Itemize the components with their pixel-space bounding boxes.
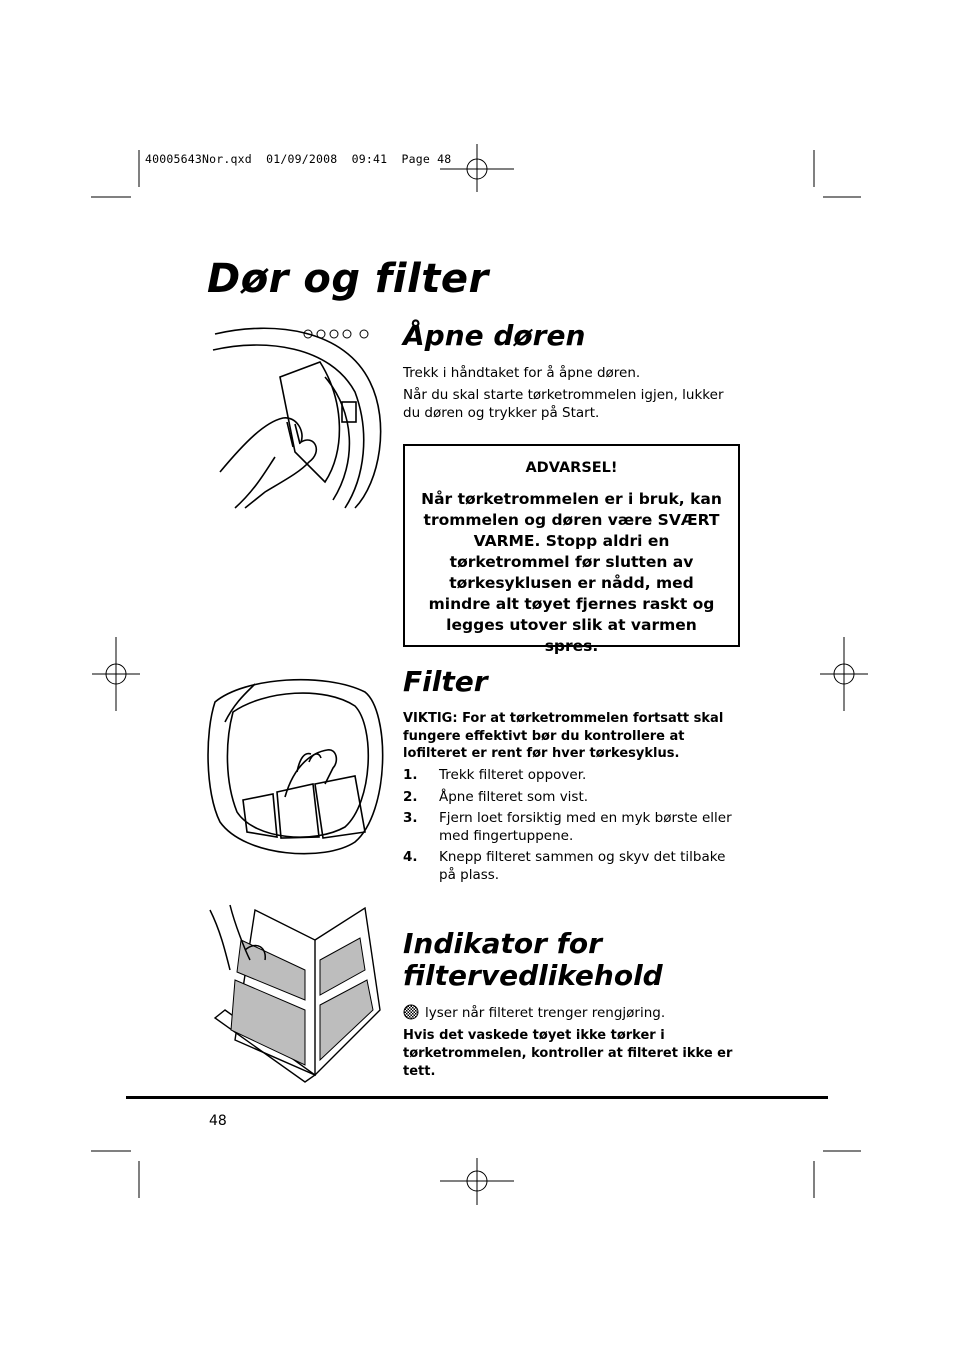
open-door-text-1: Trekk i håndtaket for å åpne døren. xyxy=(403,365,641,381)
step-number: 1. xyxy=(403,767,418,783)
list-item xyxy=(403,789,741,807)
step-number: 2. xyxy=(403,788,418,805)
open-door-text-2: Når du skal starte tørketrommelen igjen, lukker du døren og trykker på Start. xyxy=(403,387,724,421)
list-item xyxy=(403,849,741,884)
filter-important-text: VIKTIG: For at tørketrommelen fortsatt skal fungere effektivt bør du kontrollere at lofilteret er rent før hver tørkesyklus. xyxy=(403,711,724,761)
indicator-text-2: Hvis det vaskede tøyet ikke tørker i tørketrommelen, kontroller at filteret ikke er tett. xyxy=(403,1028,733,1079)
warning-box xyxy=(403,444,740,655)
print-slug-line: 40005643Nor.qxd 01/09/2008 09:41 Page 48 xyxy=(145,152,452,166)
list-item xyxy=(403,767,741,785)
section-heading-indicator xyxy=(403,928,663,992)
open-filter-illustration xyxy=(205,900,390,1085)
step-text: Fjern loet forsiktig med en myk børste eller med fingertuppene. xyxy=(439,810,732,844)
warning-text: Når tørketrommelen er i bruk, kan trommelen og døren være SVÆRT VARME. Stopp aldri en tørketrommel før slutten av tørkesyklusen er nådd, med mindre alt tøyet fjernes raskt og legges utover slik at varmen spres. xyxy=(421,490,722,655)
step-text: Trekk filteret oppover. xyxy=(439,767,587,783)
footer-rule xyxy=(126,1096,828,1099)
step-text: Knepp filteret sammen og skyv det tilbake på plass. xyxy=(439,849,726,883)
page-number: 48 xyxy=(209,1113,227,1129)
section-heading-open-door: Åpne døren xyxy=(403,319,586,352)
indicator-text-1: lyser når filteret trenger rengjøring. xyxy=(425,1005,666,1021)
step-number: 3. xyxy=(403,810,418,826)
filter-removal-illustration xyxy=(205,672,390,862)
list-item xyxy=(403,810,741,845)
door-opening-illustration xyxy=(205,322,390,510)
indicator-heading-line-2: filtervedlikehold xyxy=(403,959,663,992)
section-heading-filter: Filter xyxy=(403,665,488,698)
step-number: 4. xyxy=(403,849,418,865)
filter-steps-list xyxy=(403,767,741,888)
step-text: Åpne filteret som vist. xyxy=(439,788,589,805)
warning-heading: ADVARSEL! xyxy=(525,460,618,476)
indicator-heading-line-1: Indikator for xyxy=(403,927,602,960)
indicator-text-1-row xyxy=(403,1004,743,1022)
filter-indicator-icon xyxy=(403,1004,419,1020)
page-title: Dør og filter xyxy=(207,256,489,302)
